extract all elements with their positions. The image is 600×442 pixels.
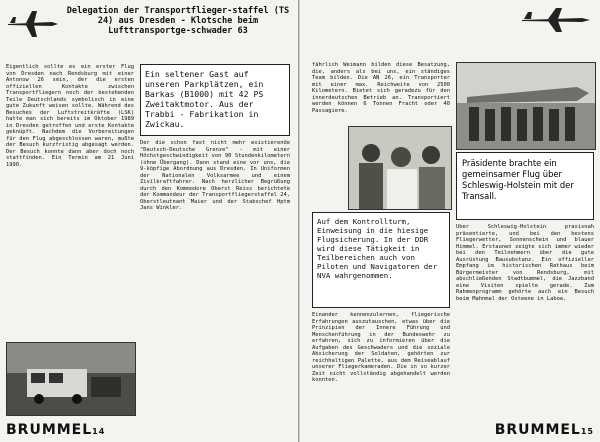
text-column-1: fährlich Weimann bilden diese Besatzung, die, anders als bei uns, ein ständiges Team bilden. Die AN 26, ein Transporter mit einer max. Reichweite von 2500 Kilometern. Bietet sich geradezu für den innerdeutschen Betrieb an. Transportiert werden können 6 Tonnen Fracht oder 40 Passagiere. — [312, 62, 450, 114]
group-photo — [456, 62, 596, 150]
info-box-right: Präsidente brachte ein gemeinsamer Flug über Schleswig-Holstein mit der Transall. — [456, 152, 594, 220]
left-page — [0, 0, 299, 442]
brand-logo: BRUMMEL — [6, 422, 93, 438]
vehicle-photo — [6, 342, 136, 416]
people-photo — [348, 126, 452, 210]
text-column-2: Über Schleswig-Holstein praxisnah präsentierte, und bei den bestens Fliegerwetter, Sonnenschein und blauer Himmel. Erstaunen zeigte sich immer wieder bei den Teilnehmern über die gute Ausrüstung Bausubstanz. Ein offizieller Empfang im historischen Rathaus beim Bürgermeister von Rendsburg, mit abschließenden Stadtbummel, die Jazzband eine Visiten spielte gerade. Zum Rahmenprogramm gehörte auch ein Besuch beim Mahnmal der Osteene in Laboe. — [456, 224, 594, 302]
page-number: 15 — [580, 427, 594, 436]
text-column-2: Der die schon fast nicht mehr existierende "Deutsch-Deutsche Grenze" - mit einer Höchstgeschwindigkeit von 90 Stundenkilometern (ohne Übergang). Dann stand eine vor uns, die 9-köpfige Abordnung aus Dresden. In Uniformen der Nationalen Volksarmee und einem Zivilkraftfahrer. Nach herzlicher Begrüßung durch den Kommodore Oberst Reiss berichtete der Kommandeur der Transportfliegerstaffel 24, Oberstleutnant Maier und der Stabschef Hptm Jans Winkler. — [140, 140, 290, 211]
brand-logo: BRUMMEL — [494, 422, 581, 438]
aircraft-logo — [518, 6, 594, 34]
page-number: 14 — [92, 427, 106, 436]
info-box: Ein seltener Gast auf unseren Parkplätzen, ein Barkas (B1000) mit 42 PS Zweitaktmotor. Aus der Trabbi - Fabrikation in Zwickau. — [140, 64, 290, 136]
page-footer-left — [6, 422, 105, 438]
caption-box: Auf dem Kontrollturm, Einweisung in die hiesige Flugsicherung. In der DDR wird diese Tätigkeit in Teilbereichen auch von Piloten und Navigatoren der NVA wahrgenommen. — [312, 212, 450, 308]
text-column-1: Eigentlich sollte es ein erster Flug von Dresden nach Rendsburg mit einer Antonow 26 sein, der die ersten offiziellen Kontakte zwischen Transportfliegern noch der bestehenden Teile Deutschlands symbolisch in eine gute Zukunft weisen sollte. Während des Besuches der Luftstreitkräfte (LSK) hatte man sich bereits im Oktober 1989 in Dresden getroffen und erste Kontakte geknüpft. Nachdem die Vorbereitungen für den Flug abgeschlossen waren, mußte der Besuch kurzfristig abgesagt werden. Der Besuch konnte dann aber doch noch stattfinden. Ein Termin am 21 Juni 1990. — [6, 64, 134, 168]
headline: Delegation der Transportflieger-staffel (TS 24) aus Dresden - Klotsche beim Lufttransportge-schwader 63 — [66, 6, 290, 36]
text-column-1b: Einander kennenzulernen, fliegerische Erfahrungen auszutauschen, etwas über die Prinzipien der Innere Führung und Menschenführung in der Bundeswehr zu erfahren, sich zu informieren über die Aufgaben des Geschwaders und die soziale Absicherung der Soldaten, gehörten zur reichhaltigen Palette, aus dem Reiseablauf unserer Fliegerkameraden. Die in so kurzer Zeit nicht vollständig abgehandelt werden konnten. — [312, 312, 450, 383]
aircraft-logo — [4, 8, 60, 40]
page-footer-right — [495, 422, 594, 438]
right-page — [300, 0, 600, 442]
